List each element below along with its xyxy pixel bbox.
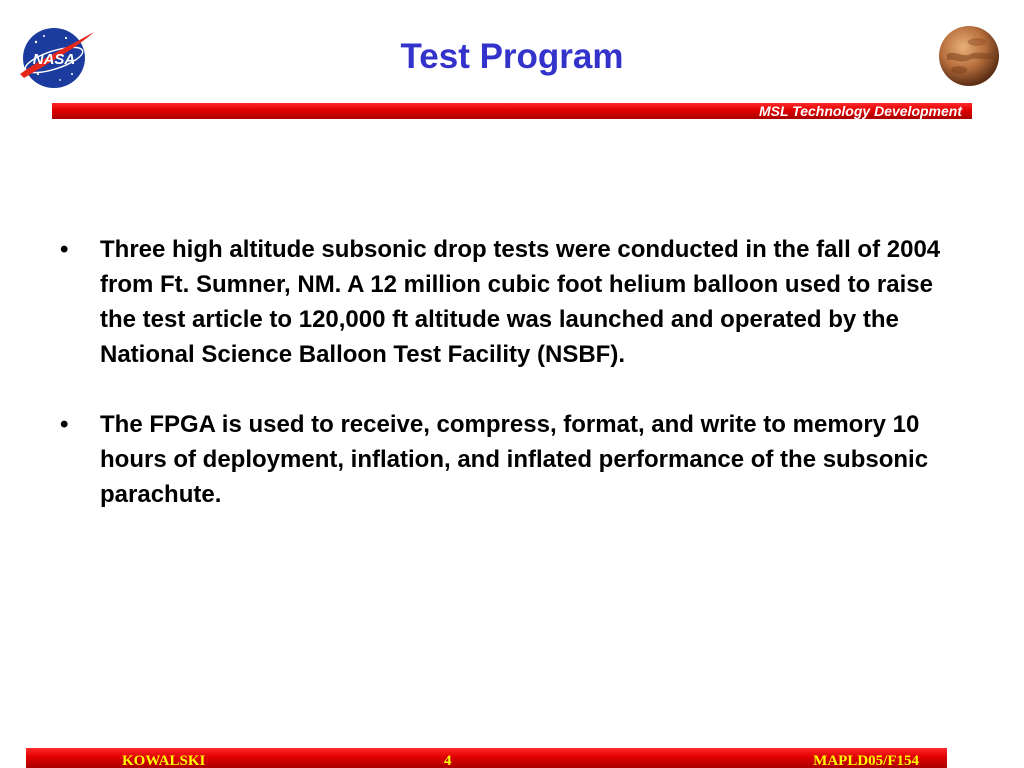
footer-page-number: 4 xyxy=(444,753,452,768)
mars-planet-icon xyxy=(937,24,1001,88)
footer-author: KOWALSKI xyxy=(122,753,206,768)
bullet-marker: • xyxy=(60,236,69,263)
header-banner xyxy=(52,103,972,119)
list-item xyxy=(60,232,972,372)
footer-doc-id: MAPLD05/F154 xyxy=(813,753,919,768)
banner-text: MSL Technology Development xyxy=(758,103,962,119)
bullet-text: Three high altitude subsonic drop tests were conducted in the fall of 2004 from Ft. Sumner, NM. A 12 million cubic foot helium balloon used to raise the test article to 120,000 ft altitude was launched and operated by the National Science Balloon Test Facility (NSBF). xyxy=(100,236,941,368)
page-title: Test Program xyxy=(400,37,624,76)
bullet-list xyxy=(60,232,972,547)
bullet-text: The FPGA is used to receive, compress, format, and write to memory 10 hours of deployment, inflation, and inflated performance of the subsonic parachute. xyxy=(100,411,929,508)
bullet-marker: • xyxy=(60,411,69,438)
nasa-logo-text: NASA xyxy=(32,51,76,68)
list-item xyxy=(60,407,972,512)
footer-bar xyxy=(26,748,947,768)
